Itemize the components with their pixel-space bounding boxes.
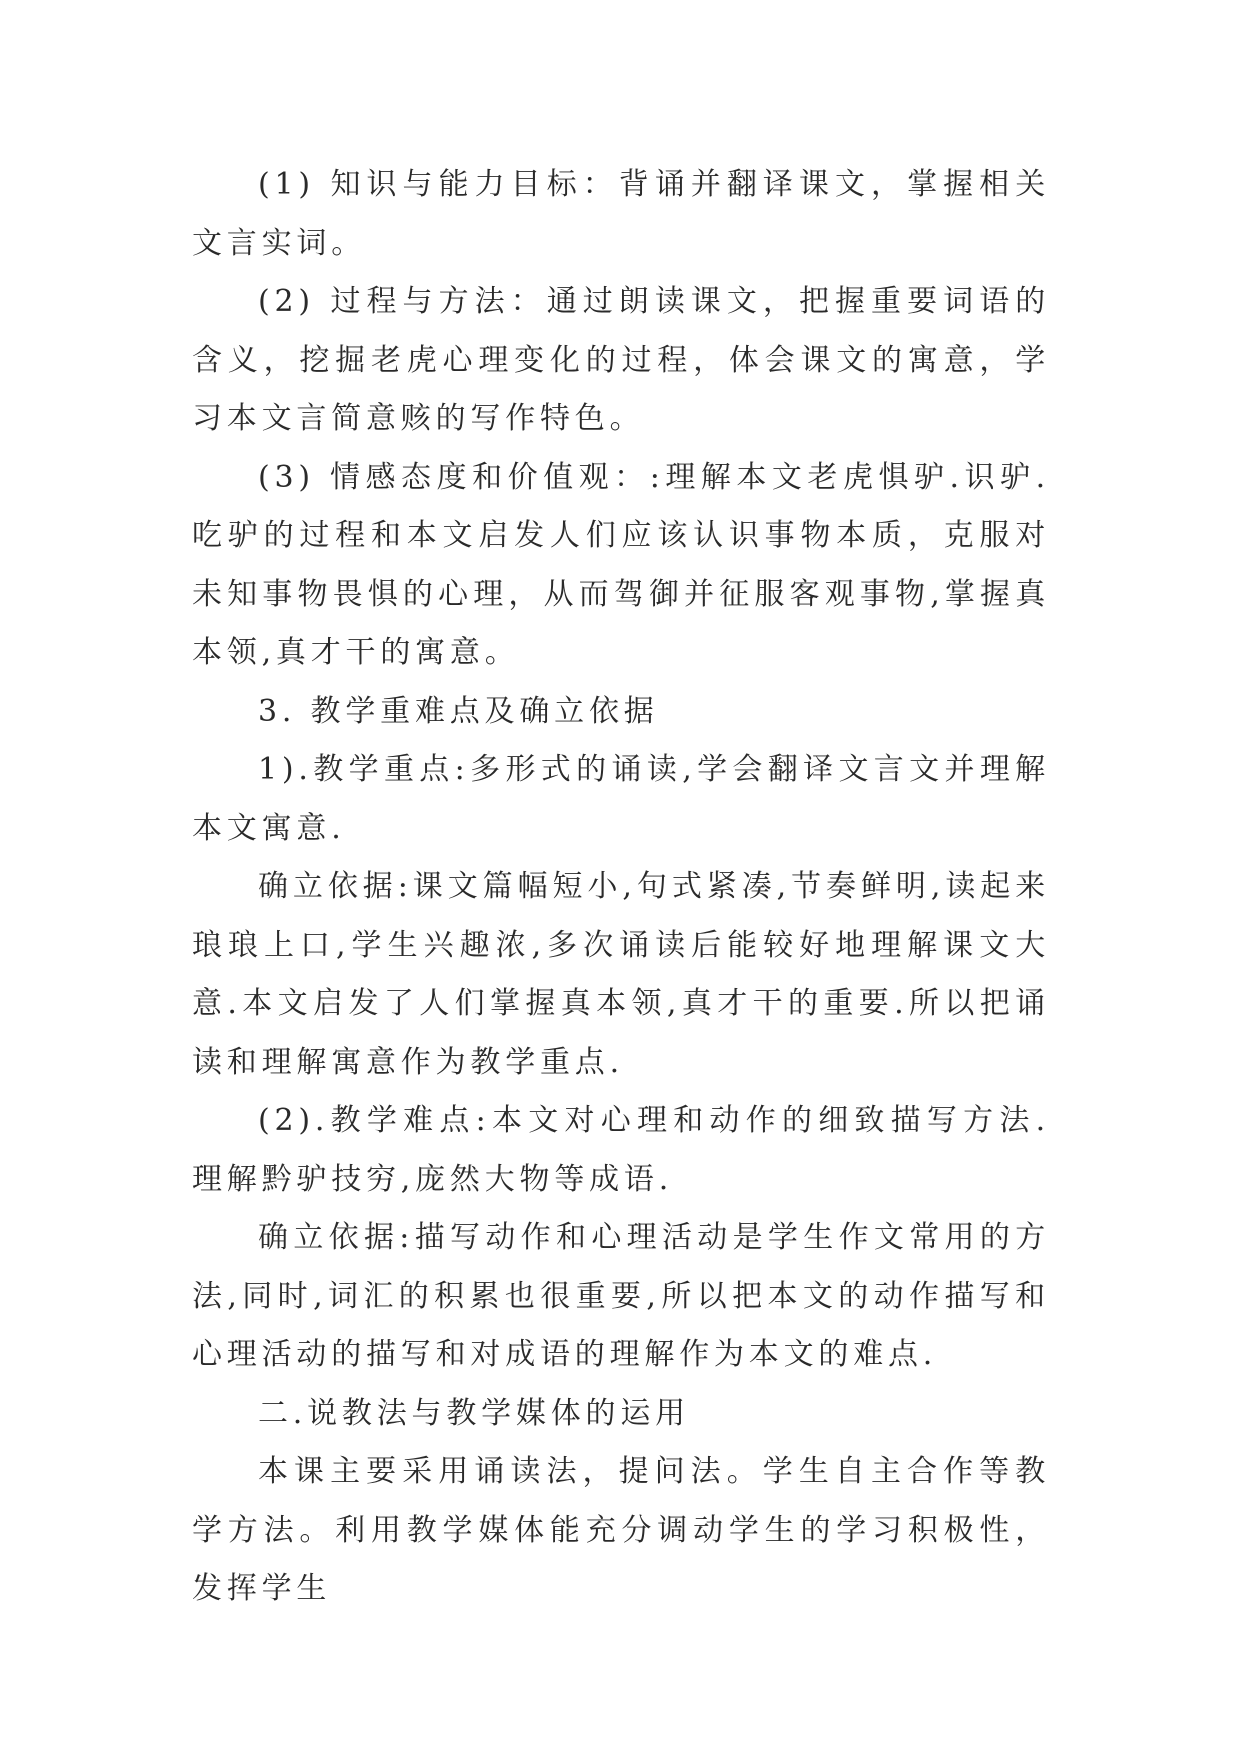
paragraph-methods: 本课主要采用诵读法，提问法。学生自主合作等教学方法。利用教学媒体能充分调动学生的学习积极性，发挥学生 [192, 1454, 1050, 1606]
paragraph-key-point: 1).教学重点:多形式的诵读,学会翻译文言文并理解本文寓意. [192, 752, 1050, 846]
section-heading-methods: 二.说教法与教学媒体的运用 [258, 1395, 690, 1431]
paragraph-difficult-point: (2).教学难点:本文对心理和动作的细致描写方法.理解黔驴技穷,庞然大物等成语. [192, 1103, 1050, 1197]
section-heading-key-points: 3. 教学重难点及确立依据 [258, 693, 659, 729]
paragraph-goal-emotion: (3) 情感态度和价值观：:理解本文老虎惧驴.识驴.吃驴的过程和本文启发人们应该认识事物本质，克服对未知事物畏惧的心理，从而驾御并征服客观事物,掌握真本领,真才干的寓意。 [192, 459, 1050, 670]
document-body [192, 156, 1050, 1619]
paragraph-key-point-basis: 确立依据:课文篇幅短小,句式紧凑,节奏鲜明,读起来琅琅上口,学生兴趣浓,多次诵读后能较好地理解课文大意.本文启发了人们掌握真本领,真才干的重要.所以把诵读和理解寓意作为教学重点. [192, 869, 1050, 1080]
paragraph-goal-process: (2) 过程与方法：通过朗读课文，把握重要词语的含义，挖掘老虎心理变化的过程，体会课文的寓意，学习本文言简意赅的写作特色。 [192, 284, 1050, 436]
paragraph-difficult-point-basis: 确立依据:描写动作和心理活动是学生作文常用的方法,同时,词汇的积累也很重要,所以把本文的动作描写和心理活动的描写和对成语的理解作为本文的难点. [192, 1220, 1050, 1372]
paragraph-goal-knowledge: (1) 知识与能力目标：背诵并翻译课文，掌握相关文言实词。 [192, 167, 1050, 261]
